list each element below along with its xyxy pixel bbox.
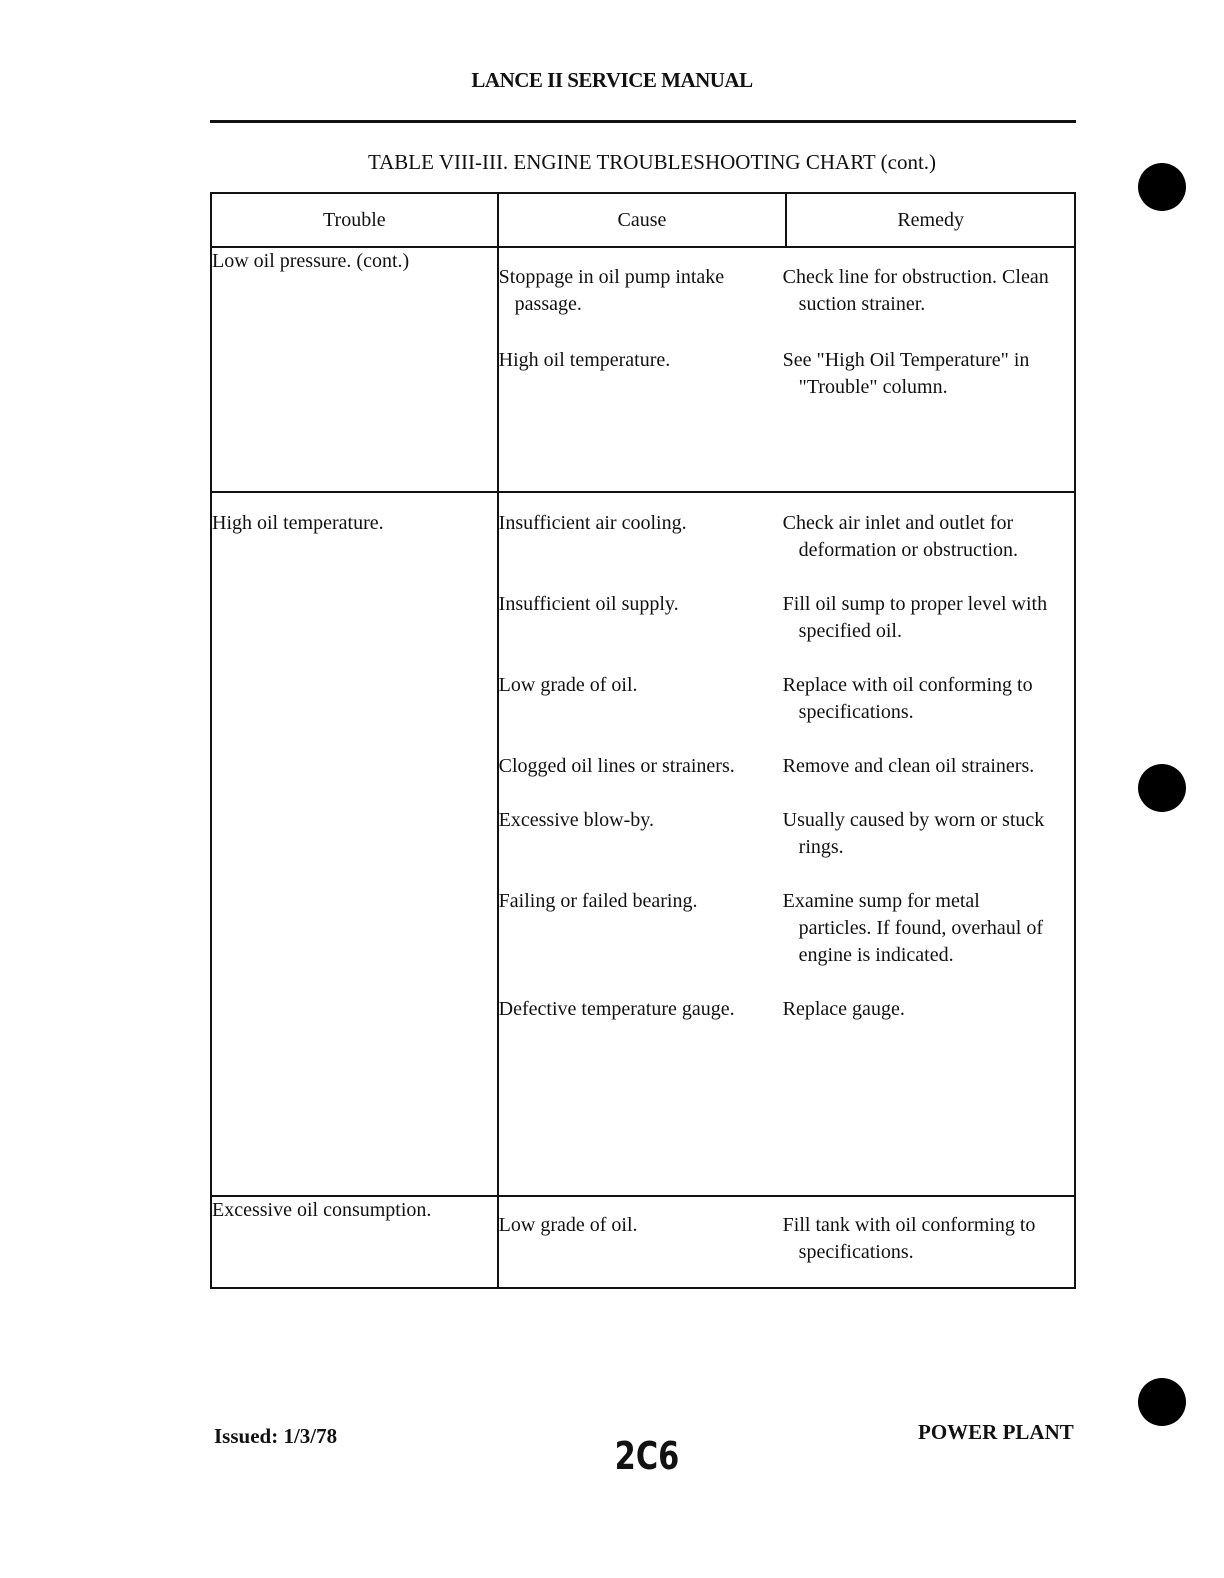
cause-remedy-pair (499, 807, 1074, 861)
trouble-text: High oil temperature. (212, 512, 384, 534)
binder-hole-bottom (1138, 1378, 1186, 1426)
cause-remedy-pair (499, 888, 1074, 969)
cause-remedy-pair (499, 996, 1074, 1023)
cause-remedy-pair (499, 1212, 1074, 1266)
cause-text: Insufficient air cooling. (498, 512, 687, 534)
trouble-cell (211, 247, 498, 492)
trouble-cell (211, 1196, 498, 1288)
cause-remedy-pair (499, 510, 1074, 564)
trouble-text: Excessive oil consumption. (212, 1199, 432, 1221)
cause-remedy-cell (498, 1196, 1075, 1288)
manual-title: LANCE II SERVICE MANUAL (471, 68, 753, 92)
column-header-remedy: Remedy (786, 193, 1075, 247)
remedy-text: Fill oil sump to proper level with specified oil. (782, 593, 1048, 642)
column-header-trouble: Trouble (211, 193, 498, 247)
cause-remedy-pair (499, 591, 1074, 645)
remedy-text: Fill tank with oil conforming to specifications. (782, 1214, 1036, 1263)
cause-text: Defective temperature gauge. (498, 998, 735, 1020)
issued-date: Issued: 1/3/78 (214, 1424, 338, 1448)
column-header-cause: Cause (498, 193, 787, 247)
cause-text: Failing or failed bearing. (498, 890, 698, 912)
table-caption: TABLE VIII-III. ENGINE TROUBLESHOOTING CHART (cont.) (367, 150, 937, 174)
troubleshooting-table (210, 192, 1076, 1289)
remedy-text: Replace gauge. (782, 998, 905, 1020)
binder-hole-middle (1138, 764, 1186, 812)
remedy-text: See "High Oil Temperature" in "Trouble" column. (782, 349, 1030, 398)
table-row (211, 1196, 1075, 1288)
trouble-text: Low oil pressure. (cont.) (212, 250, 410, 272)
cause-text: Stoppage in oil pump intake passage. (498, 266, 725, 315)
remedy-text: Check air inlet and outlet for deformation or obstruction. (782, 512, 1019, 561)
cause-remedy-cell (498, 492, 1075, 1196)
cause-text: High oil temperature. (498, 349, 671, 371)
page-number: 2C6 (614, 1434, 680, 1478)
cause-remedy-pair (499, 753, 1074, 780)
cause-text: Low grade of oil. (498, 674, 638, 696)
table-row (211, 492, 1075, 1196)
trouble-cell (211, 492, 498, 1196)
cause-remedy-cell (498, 247, 1075, 492)
remedy-text: Usually caused by worn or stuck rings. (782, 809, 1045, 858)
cause-text: Clogged oil lines or strainers. (498, 755, 735, 777)
cause-text: Insufficient oil supply. (498, 593, 679, 615)
cause-text: Excessive blow-by. (498, 809, 654, 831)
remedy-text: Check line for obstruction. Clean suction strainer. (782, 266, 1049, 315)
table-row (211, 247, 1075, 492)
cause-text: Low grade of oil. (498, 1214, 638, 1236)
section-name: POWER PLANT (918, 1420, 1074, 1444)
remedy-text: Examine sump for metal particles. If found, overhaul of engine is indicated. (782, 890, 1044, 966)
cause-remedy-pair (499, 347, 1074, 401)
binder-hole-top (1138, 163, 1186, 211)
cause-remedy-pair (499, 264, 1074, 318)
table-header-row (211, 193, 1075, 247)
header-rule (210, 120, 1076, 123)
remedy-text: Remove and clean oil strainers. (782, 755, 1035, 777)
remedy-text: Replace with oil conforming to specifications. (782, 674, 1033, 723)
cause-remedy-pair (499, 672, 1074, 726)
